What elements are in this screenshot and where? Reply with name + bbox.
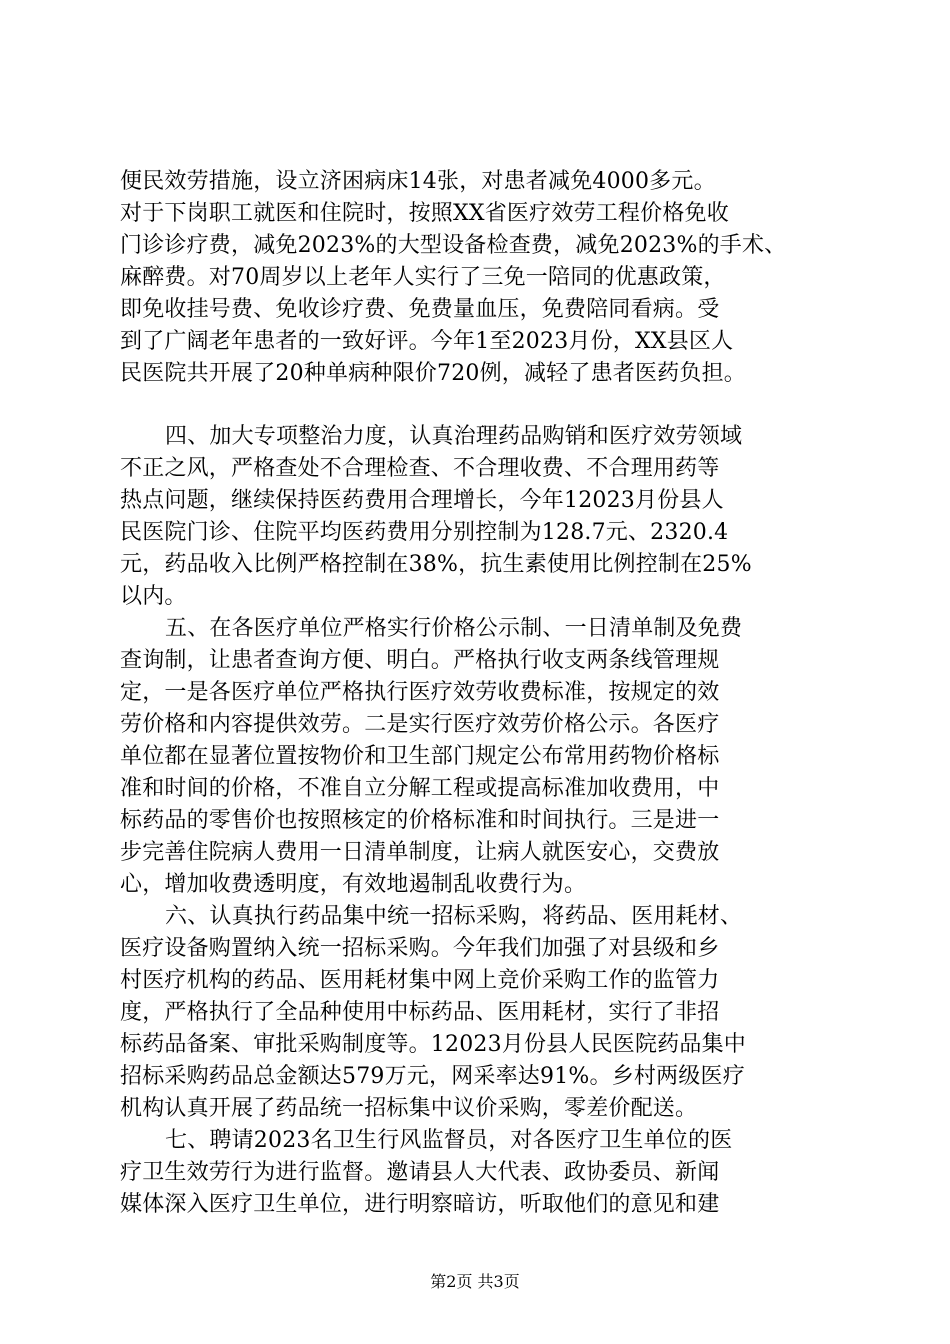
text-line: 对于下岗职工就医和住院时，按照XX省医疗效劳工程价格免收 — [120, 201, 729, 226]
text-line: 即免收挂号费、免收诊疗费、免费量血压，免费陪同看病。受 — [120, 297, 720, 322]
text-line: 医疗设备购置纳入统一招标采购。今年我们加强了对县级和乡 — [120, 936, 720, 961]
text-line: 标药品的零售价也按照核定的价格标准和时间执行。三是进一 — [120, 808, 720, 833]
text-line: 元，药品收入比例严格控制在38%，抗生素使用比例控制在25% — [120, 552, 752, 577]
text-line: 村医疗机构的药品、医用耗材集中网上竞价采购工作的监管力 — [120, 968, 720, 993]
text-line: 门诊诊疗费，减免2023%的大型设备检查费，减免2023%的手术、 — [120, 233, 787, 258]
text-line: 不正之风，严格查处不合理检查、不合理收费、不合理用药等 — [120, 456, 720, 481]
text-line: 以内。 — [120, 584, 187, 609]
text-line: 媒体深入医疗卫生单位，进行明察暗访，听取他们的意见和建 — [120, 1192, 720, 1217]
text-line: 机构认真开展了药品统一招标集中议价采购，零差价配送。 — [120, 1096, 698, 1121]
text-line: 招标采购药品总金额达579万元，网采率达91%。乡村两级医疗 — [120, 1064, 745, 1089]
text-line: 查询制，让患者查询方便、明白。严格执行收支两条线管理规 — [120, 648, 720, 673]
paragraph-start-line: 五、在各医疗单位严格实行价格公示制、一日清单制及免费 — [165, 616, 743, 641]
text-line: 步完善住院病人费用一日清单制度，让病人就医安心，交费放 — [120, 840, 720, 865]
document-body — [120, 166, 832, 1221]
text-line: 标药品备案、审批采购制度等。12023月份县人民医院药品集中 — [120, 1032, 746, 1057]
page-number-footer: 第2页 共3页 — [430, 1272, 520, 1291]
text-line: 定，一是各医疗单位严格执行医疗效劳收费标准，按规定的效 — [120, 680, 720, 705]
text-line: 心，增加收费透明度，有效地遏制乱收费行为。 — [120, 872, 587, 897]
text-line: 准和时间的价格，不准自立分解工程或提高标准加收费用，中 — [120, 776, 720, 801]
text-line: 民医院共开展了20种单病种限价720例，减轻了患者医药负担。 — [120, 361, 746, 386]
paragraph-gap — [120, 390, 832, 421]
paragraph-start-line: 四、加大专项整治力度，认真治理药品购销和医疗效劳领域 — [165, 424, 743, 449]
text-line: 便民效劳措施，设立济困病床14张，对患者减免4000多元。 — [120, 169, 716, 194]
text-line: 劳价格和内容提供效劳。二是实行医疗效劳价格公示。各医疗 — [120, 712, 720, 737]
paragraph-start-line: 六、认真执行药品集中统一招标采购，将药品、医用耗材、 — [165, 904, 743, 929]
text-line: 民医院门诊、住院平均医药费用分别控制为128.7元、2320.4 — [120, 520, 729, 545]
text-line: 度，严格执行了全品种使用中标药品、医用耗材，实行了非招 — [120, 1000, 720, 1025]
text-line: 麻醉费。对70周岁以上老年人实行了三免一陪同的优惠政策， — [120, 265, 726, 290]
text-line: 热点问题，继续保持医药费用合理增长，今年12023月份县人 — [120, 488, 724, 513]
text-line: 疗卫生效劳行为进行监督。邀请县人大代表、政协委员、新闻 — [120, 1160, 720, 1185]
paragraph-start-line: 七、聘请2023名卫生行风监督员，对各医疗卫生单位的医 — [165, 1128, 733, 1153]
text-line: 单位都在显著位置按物价和卫生部门规定公布常用药物价格标 — [120, 744, 720, 769]
text-line: 到了广阔老年患者的一致好评。今年1至2023月份，XX县区人 — [120, 329, 734, 354]
